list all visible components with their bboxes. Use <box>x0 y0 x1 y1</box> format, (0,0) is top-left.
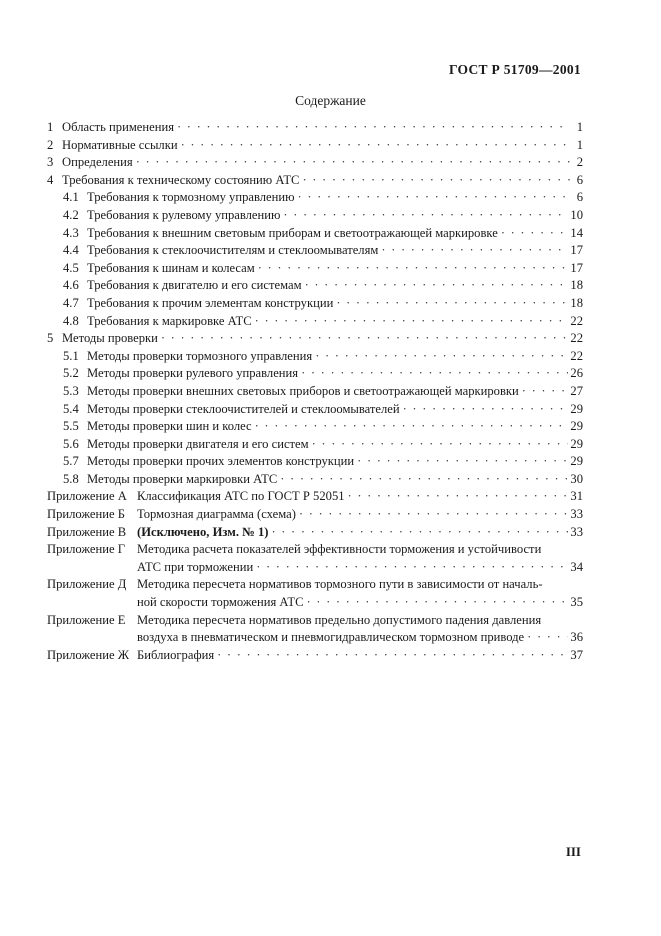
dot-leader <box>336 295 568 313</box>
toc-appendix-v[interactable] <box>47 524 583 542</box>
toc-entry-title: Методы проверки стеклоочистителей и стеклоомывателей <box>87 401 400 416</box>
appendix-label: Приложение Е <box>47 612 126 627</box>
toc-entry-4-8[interactable] <box>47 313 583 331</box>
toc-entry-5-5[interactable] <box>47 418 583 436</box>
toc-entry-page: 6 <box>576 172 583 187</box>
toc-entry-number: 4.8 <box>63 313 79 328</box>
toc-entry-page: 29 <box>570 419 583 434</box>
appendix-title: Тормозная диаграмма (схема) <box>137 507 296 522</box>
toc-appendix-g[interactable] <box>47 541 583 559</box>
page-number: III <box>565 844 581 859</box>
toc-appendix-g-cont[interactable] <box>47 559 583 577</box>
toc-entry-number: 4.2 <box>63 207 79 222</box>
dot-leader <box>255 313 569 331</box>
appendix-page: 37 <box>570 647 583 662</box>
toc-entry-title: Методы проверки рулевого управления <box>87 366 299 381</box>
toc-entry-page: 18 <box>570 295 583 310</box>
toc-entry-title: Требования к прочим элементам конструкции <box>87 295 334 310</box>
toc-entry-number: 4.6 <box>63 278 79 293</box>
toc-entry-page: 29 <box>570 401 583 416</box>
toc-entry-5-7[interactable] <box>47 453 583 471</box>
toc-entry-5-2[interactable] <box>47 365 583 383</box>
appendix-label: Приложение А <box>47 489 127 504</box>
toc-entry-number: 4.4 <box>63 243 79 258</box>
toc-entry-title: Требования к стеклоочистителям и стеклоомывателям <box>87 243 379 258</box>
dot-leader <box>255 418 569 436</box>
dot-leader <box>271 524 568 542</box>
toc-entry-number: 5.2 <box>63 366 79 381</box>
toc-entry-number: 5.5 <box>63 419 79 434</box>
toc-entry-page: 22 <box>570 331 583 346</box>
toc-appendix-d[interactable] <box>47 576 583 594</box>
toc-entry-number: 5.4 <box>63 401 79 416</box>
table-of-contents <box>47 119 583 664</box>
toc-entry-5-3[interactable] <box>47 383 583 401</box>
toc-entry-title: Методы проверки шин и колес <box>87 419 252 434</box>
appendix-page: 35 <box>570 595 583 610</box>
toc-entry-number: 4.7 <box>63 295 79 310</box>
toc-entry-title: Требования к двигателю и его системам <box>87 278 302 293</box>
dot-leader <box>299 506 569 524</box>
toc-entry-page: 17 <box>570 243 583 258</box>
dot-leader <box>501 225 569 243</box>
toc-entry-title: Методы проверки тормозного управления <box>87 348 313 363</box>
appendix-title: Библиография <box>137 647 215 662</box>
dot-leader <box>258 260 569 278</box>
toc-entry-page: 22 <box>570 348 583 363</box>
appendix-title-line-2: АТС при торможении <box>137 559 254 574</box>
toc-entry-3[interactable] <box>47 154 583 172</box>
toc-entry-title: Определения <box>62 155 133 170</box>
toc-entry-4-3[interactable] <box>47 225 583 243</box>
toc-entry-4-1[interactable] <box>47 189 583 207</box>
toc-entry-page: 17 <box>570 260 583 275</box>
toc-entry-5-4[interactable] <box>47 401 583 419</box>
dot-leader <box>527 629 568 647</box>
appendix-page: 31 <box>570 489 583 504</box>
toc-entry-number: 2 <box>47 137 54 152</box>
dot-leader <box>280 471 568 489</box>
toc-entry-number: 5.1 <box>63 348 79 363</box>
toc-appendix-zh[interactable] <box>47 647 583 665</box>
toc-entry-number: 5.7 <box>63 454 79 469</box>
toc-entry-2[interactable] <box>47 137 583 155</box>
toc-entry-1[interactable] <box>47 119 583 137</box>
toc-entry-page: 30 <box>570 471 583 486</box>
toc-entry-title: Методы проверки двигателя и его систем <box>87 436 309 451</box>
toc-appendix-b[interactable] <box>47 506 583 524</box>
toc-entry-page: 1 <box>576 120 583 134</box>
toc-entry-number: 4.5 <box>63 260 79 275</box>
dot-leader <box>302 172 570 190</box>
dot-leader <box>312 436 569 454</box>
toc-appendix-e-cont[interactable] <box>47 629 583 647</box>
appendix-page: 33 <box>570 524 583 539</box>
dot-leader <box>522 383 569 401</box>
toc-entry-title: Требования к маркировке АТС <box>87 313 252 328</box>
toc-entry-number: 5 <box>47 331 54 346</box>
toc-entry-5-8[interactable] <box>47 471 583 489</box>
dot-leader <box>301 365 568 383</box>
appendix-label: Приложение Д <box>47 577 127 592</box>
dot-leader <box>161 330 569 348</box>
appendix-label: Приложение Б <box>47 507 125 522</box>
dot-leader <box>217 647 568 665</box>
appendix-title: (Исключено, Изм. № 1) <box>137 524 269 539</box>
toc-entry-4-5[interactable] <box>47 260 583 278</box>
appendix-title-line-1: Методика расчета показателей эффективности торможения и устойчивости <box>137 542 542 557</box>
toc-entry-page: 29 <box>570 454 583 469</box>
toc-entry-4[interactable] <box>47 172 583 190</box>
toc-title: Содержание <box>295 93 366 108</box>
appendix-title-line-1: Методика пересчета нормативов предельно допустимого падения давления <box>137 612 542 627</box>
toc-entry-number: 5.3 <box>63 383 79 398</box>
toc-entry-5-1[interactable] <box>47 348 583 366</box>
appendix-label: Приложение Ж <box>47 647 130 662</box>
toc-entry-title: Методы проверки <box>62 331 158 346</box>
toc-entry-title: Область применения <box>62 120 174 134</box>
appendix-label: Приложение Г <box>47 542 126 557</box>
dot-leader <box>381 242 568 260</box>
toc-entry-5[interactable] <box>47 330 583 348</box>
appendix-page: 36 <box>570 630 583 645</box>
toc-entry-4-6[interactable] <box>47 277 583 295</box>
toc-entry-4-2[interactable] <box>47 207 583 225</box>
dot-leader <box>305 277 569 295</box>
toc-entry-number: 4.3 <box>63 225 79 240</box>
toc-entry-page: 14 <box>570 225 583 240</box>
toc-appendix-d-cont[interactable] <box>47 594 583 612</box>
appendix-title-line-2: воздуха в пневматическом и пневмогидравлическом тормозном приводе <box>137 630 525 645</box>
dot-leader <box>298 189 570 207</box>
toc-entry-number: 3 <box>47 155 54 170</box>
toc-entry-page: 29 <box>570 436 583 451</box>
toc-entry-title: Требования к рулевому управлению <box>87 207 281 222</box>
toc-entry-page: 1 <box>576 137 583 152</box>
toc-entry-page: 10 <box>570 207 583 222</box>
dot-leader <box>256 559 568 577</box>
toc-entry-5-6[interactable] <box>47 436 583 454</box>
toc-appendix-a[interactable] <box>47 488 583 506</box>
toc-entry-number: 4.1 <box>63 190 79 205</box>
document-header: ГОСТ Р 51709—2001 <box>448 62 581 77</box>
appendix-label: Приложение В <box>47 524 127 539</box>
dot-leader <box>403 401 569 419</box>
toc-entry-title: Методы проверки внешних световых приборов и светоотражающей маркировки <box>87 383 519 398</box>
dot-leader <box>348 488 569 506</box>
appendix-page: 33 <box>570 507 583 522</box>
dot-leader <box>136 154 570 172</box>
toc-entry-number: 5.8 <box>63 471 79 486</box>
toc-entry-4-4[interactable] <box>47 242 583 260</box>
toc-entry-number: 1 <box>47 120 54 134</box>
toc-entry-title: Требования к техническому состоянию АТС <box>62 172 300 187</box>
appendix-title-line-2: ной скорости торможения АТС <box>137 595 304 610</box>
toc-entry-number: 4 <box>47 172 54 187</box>
appendix-title-line-1: Методика пересчета нормативов тормозного пути в зависимости от началь- <box>137 577 543 592</box>
appendix-page: 34 <box>570 559 583 574</box>
dot-leader <box>307 594 569 612</box>
toc-entry-title: Методы проверки маркировки АТС <box>87 471 278 486</box>
toc-entry-4-7[interactable] <box>47 295 583 313</box>
toc-entry-page: 22 <box>570 313 583 328</box>
toc-entry-page: 6 <box>576 190 583 205</box>
dot-leader <box>181 137 570 155</box>
toc-entry-title: Методы проверки прочих элементов конструкции <box>87 454 355 469</box>
toc-entry-page: 2 <box>576 155 583 170</box>
toc-entry-title: Требования к шинам и колесам <box>87 260 255 275</box>
toc-entry-page: 27 <box>570 383 583 398</box>
toc-entry-title: Требования к внешним световым приборам и светоотражающей маркировке <box>87 225 498 240</box>
toc-entry-number: 5.6 <box>63 436 79 451</box>
dot-leader <box>315 348 568 366</box>
appendix-title: Классификация АТС по ГОСТ Р 52051 <box>137 489 345 504</box>
dot-leader <box>357 453 568 471</box>
dot-leader <box>177 119 570 137</box>
toc-entry-page: 18 <box>570 278 583 293</box>
dot-leader <box>283 207 568 225</box>
toc-entry-page: 26 <box>570 366 583 381</box>
toc-appendix-e[interactable] <box>47 612 583 630</box>
toc-entry-title: Нормативные ссылки <box>62 137 178 152</box>
toc-entry-title: Требования к тормозному управлению <box>87 190 295 205</box>
